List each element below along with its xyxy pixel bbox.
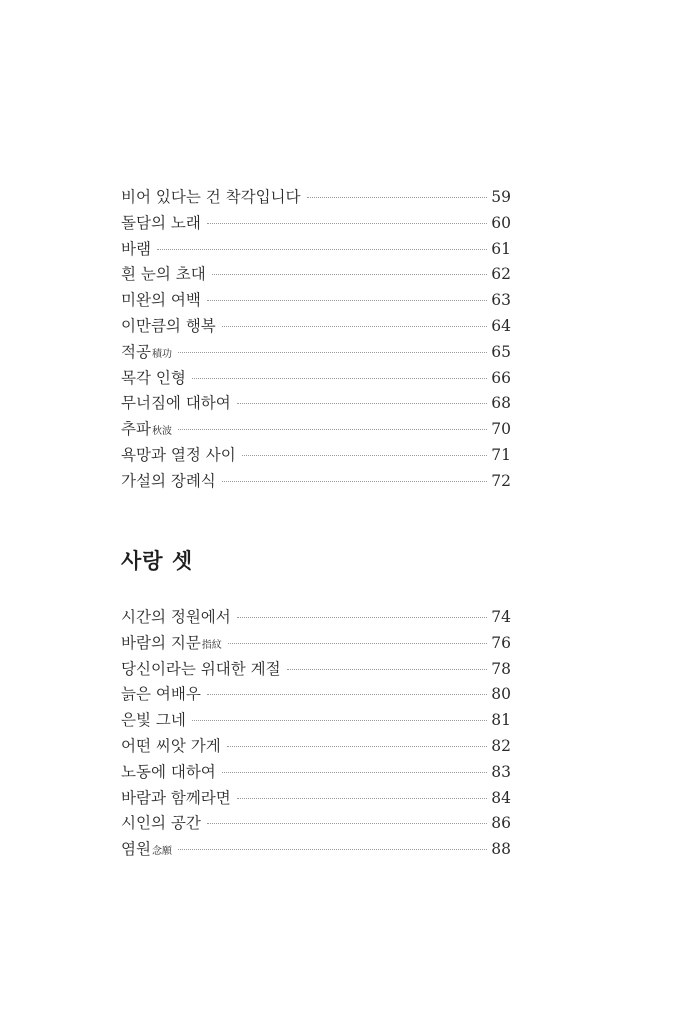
dot-leader bbox=[242, 455, 488, 456]
toc-entry-page: 81 bbox=[491, 711, 511, 730]
toc-entry-title: 바램 bbox=[121, 239, 151, 258]
toc-entry[interactable] bbox=[121, 631, 511, 657]
toc-entry-title: 적공積功 bbox=[121, 342, 172, 361]
toc-entry-title: 노동에 대하여 bbox=[121, 762, 216, 781]
dot-leader bbox=[178, 849, 487, 850]
toc-entry[interactable] bbox=[121, 391, 511, 417]
dot-leader bbox=[207, 300, 487, 301]
dot-leader bbox=[307, 197, 488, 198]
toc-entry[interactable] bbox=[121, 288, 511, 314]
dot-leader bbox=[237, 617, 488, 618]
toc-entry-title: 당신이라는 위대한 계절 bbox=[121, 659, 281, 678]
dot-leader bbox=[222, 772, 488, 773]
toc-entry-page: 78 bbox=[491, 659, 511, 678]
dot-leader bbox=[287, 669, 488, 670]
dot-leader bbox=[222, 326, 488, 327]
toc-entry[interactable] bbox=[121, 682, 511, 708]
section-heading: 사랑 셋 bbox=[121, 548, 194, 573]
toc-entry-page: 64 bbox=[491, 316, 511, 335]
dot-leader bbox=[222, 481, 488, 482]
toc-entry[interactable] bbox=[121, 262, 511, 288]
toc-entry-title: 시인의 공간 bbox=[121, 814, 201, 833]
toc-entry-hanja: 積功 bbox=[151, 348, 172, 360]
toc-list-first bbox=[121, 185, 511, 495]
toc-entry-title: 비어 있다는 건 착각입니다 bbox=[121, 188, 301, 206]
toc-entry-title: 바람과 함께라면 bbox=[121, 788, 231, 807]
toc-entry[interactable] bbox=[121, 340, 511, 366]
toc-entry[interactable] bbox=[121, 760, 511, 786]
toc-entry-page: 82 bbox=[491, 736, 511, 755]
toc-entry-title: 돌담의 노래 bbox=[121, 213, 201, 232]
toc-entry[interactable] bbox=[121, 185, 511, 211]
toc-entry-title: 무너짐에 대하여 bbox=[121, 394, 231, 413]
toc-entry-page: 70 bbox=[491, 420, 511, 439]
toc-entry-page: 86 bbox=[491, 814, 511, 833]
dot-leader bbox=[157, 249, 487, 250]
toc-entry[interactable] bbox=[121, 837, 511, 863]
toc-entry-page: 83 bbox=[491, 762, 511, 781]
toc-entry-hanja: 指紋 bbox=[201, 639, 222, 651]
toc-entry-title: 가설의 장례식 bbox=[121, 471, 216, 490]
dot-leader bbox=[207, 223, 487, 224]
toc-entry-page: 61 bbox=[491, 239, 511, 258]
dot-leader bbox=[227, 746, 488, 747]
toc-entry-title: 염원念願 bbox=[121, 840, 172, 859]
toc-entry-title: 시간의 정원에서 bbox=[121, 608, 231, 626]
toc-entry[interactable] bbox=[121, 786, 511, 812]
toc-entry-title: 흰 눈의 초대 bbox=[121, 265, 206, 284]
dot-leader bbox=[207, 694, 487, 695]
toc-entry-title: 늙은 여배우 bbox=[121, 685, 201, 704]
toc-entry[interactable] bbox=[121, 211, 511, 237]
toc-entry[interactable] bbox=[121, 443, 511, 469]
toc-entry-page: 72 bbox=[491, 471, 511, 490]
toc-entry-title: 은빛 그네 bbox=[121, 711, 186, 730]
toc-entry-page: 65 bbox=[491, 342, 511, 361]
dot-leader bbox=[237, 403, 488, 404]
dot-leader bbox=[192, 720, 487, 721]
toc-entry-page: 76 bbox=[491, 633, 511, 652]
toc-entry-hanja: 念願 bbox=[151, 846, 172, 858]
dot-leader bbox=[228, 643, 487, 644]
toc-entry[interactable] bbox=[121, 366, 511, 392]
toc-entry-page: 68 bbox=[491, 394, 511, 413]
toc-entry-page: 71 bbox=[491, 445, 511, 464]
toc-entry[interactable] bbox=[121, 469, 511, 495]
toc-entry-page: 62 bbox=[491, 265, 511, 284]
toc-list-second bbox=[121, 605, 511, 863]
dot-leader bbox=[178, 429, 487, 430]
toc-entry-title: 미완의 여백 bbox=[121, 291, 201, 310]
dot-leader bbox=[237, 798, 488, 799]
toc-entry[interactable] bbox=[121, 605, 511, 631]
dot-leader bbox=[207, 823, 487, 824]
toc-entry[interactable] bbox=[121, 811, 511, 837]
toc-entry[interactable] bbox=[121, 237, 511, 263]
dot-leader bbox=[212, 274, 488, 275]
toc-entry-page: 60 bbox=[491, 213, 511, 232]
toc-entry-page: 88 bbox=[491, 840, 511, 859]
dot-leader bbox=[178, 352, 487, 353]
toc-entry-page: 59 bbox=[491, 188, 511, 206]
toc-entry-title: 욕망과 열정 사이 bbox=[121, 445, 236, 464]
dot-leader bbox=[192, 378, 487, 379]
toc-entry-hanja: 秋波 bbox=[151, 426, 172, 438]
toc-entry-title: 어떤 씨앗 가게 bbox=[121, 736, 221, 755]
toc-entry-page: 63 bbox=[491, 291, 511, 310]
toc-entry[interactable] bbox=[121, 657, 511, 683]
toc-entry[interactable] bbox=[121, 734, 511, 760]
toc-entry-page: 80 bbox=[491, 685, 511, 704]
toc-entry[interactable] bbox=[121, 708, 511, 734]
toc-entry-title: 바람의 지문指紋 bbox=[121, 633, 222, 652]
toc-entry-page: 84 bbox=[491, 788, 511, 807]
toc-entry-title: 추파秋波 bbox=[121, 420, 172, 439]
toc-entry[interactable] bbox=[121, 417, 511, 443]
toc-entry-page: 66 bbox=[491, 368, 511, 387]
toc-entry-title: 목각 인형 bbox=[121, 368, 186, 387]
toc-entry-page: 74 bbox=[491, 608, 511, 626]
toc-entry[interactable] bbox=[121, 314, 511, 340]
toc-entry-title: 이만큼의 행복 bbox=[121, 316, 216, 335]
